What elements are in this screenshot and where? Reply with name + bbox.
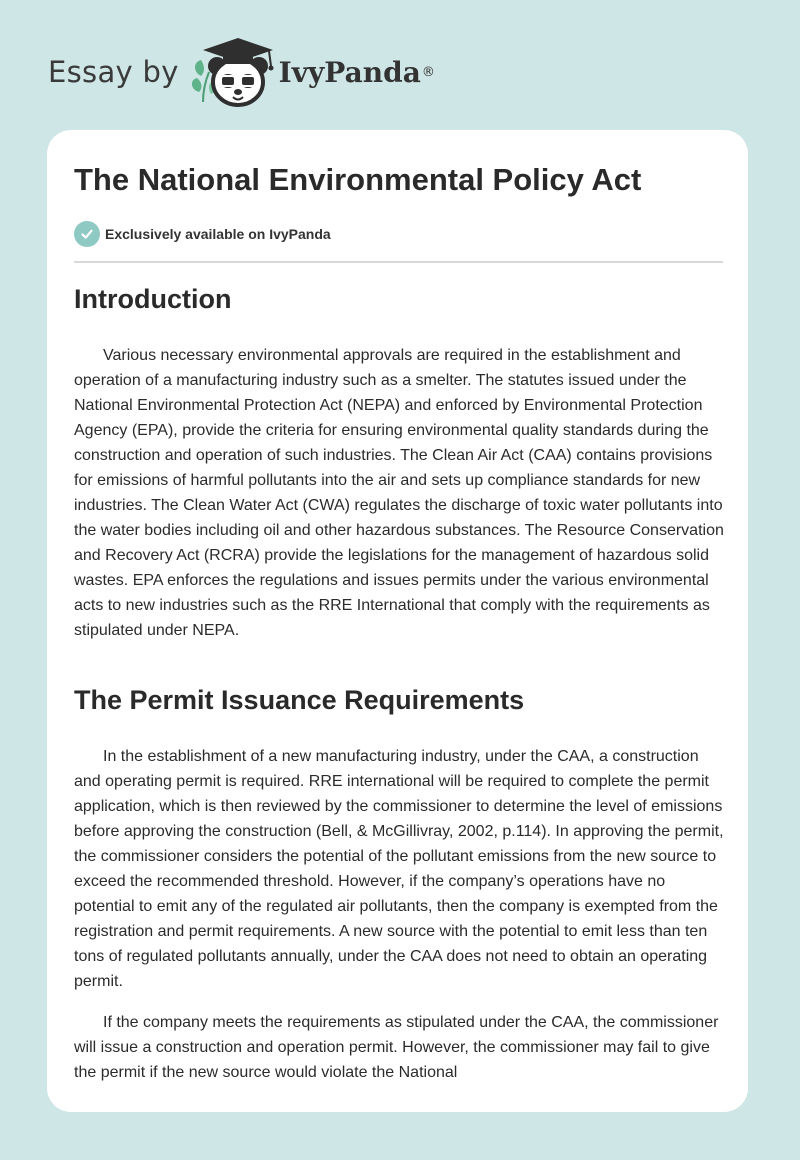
badge-text: Exclusively available on IvyPanda: [105, 226, 331, 242]
page-title: The National Environmental Policy Act: [74, 162, 642, 197]
panda-graduate-icon: [189, 32, 277, 112]
brand-prefix: Essay by: [48, 55, 179, 89]
check-icon: [74, 221, 100, 247]
site-brand[interactable]: [48, 32, 435, 112]
section-heading-permit-requirements: The Permit Issuance Requirements: [74, 685, 525, 715]
brand-name: IvyPanda: [278, 55, 421, 89]
section-heading-introduction: Introduction: [74, 284, 232, 314]
paragraph: If the company meets the requirements as stipulated under the CAA, the commissioner will issue a construction and operation permit. However, the commissioner may fail to give the permit if the new source would violate the National: [74, 1014, 719, 1081]
paragraph: In the establishment of a new manufacturing industry, under the CAA, a construction and operating permit is required. RRE international will be required to complete the permit application, which is then reviewed by the commissioner to determine the level of emissions before approving the construction (Bell, & McGillivray, 2002, p.114). In approving the permit, the commissioner considers the potential of the pollutant emissions from the new source to exceed the recommended threshold. However, if the company’s operations have no potential to emit any of the regulated air pollutants, then the company is exempted from the registration and permit requirements. A new source with the potential to emit less than ten tons of regulated pollutants annually, under the CAA does not need to obtain an operating permit.: [74, 748, 724, 990]
exclusive-badge: [74, 221, 331, 247]
essay-card: [47, 130, 748, 1112]
paragraph: Various necessary environmental approvals are required in the establishment and operation of a manufacturing industry such as a smelter. The statutes issued under the National Environmental Protection Act (NEPA) and enforced by Environmental Protection Agency (EPA), provide the criteria for ensuring environmental quality standards during the construction and operation of such industries. The Clean Air Act (CAA) contains provisions for emissions of harmful pollutants into the air and sets up compliance standards for new industries. The Clean Water Act (CWA) regulates the discharge of toxic water pollutants into the water bodies including oil and other hazardous substances. The Resource Conservation and Recovery Act (RCRA) provide the legislations for the management of hazardous solid wastes. EPA enforces the regulations and issues permits under the various environmental acts to new industries such as the RRE International that comply with the requirements as stipulated under NEPA.: [74, 347, 724, 639]
title-divider: [74, 261, 723, 263]
registered-mark: ®: [421, 64, 435, 80]
